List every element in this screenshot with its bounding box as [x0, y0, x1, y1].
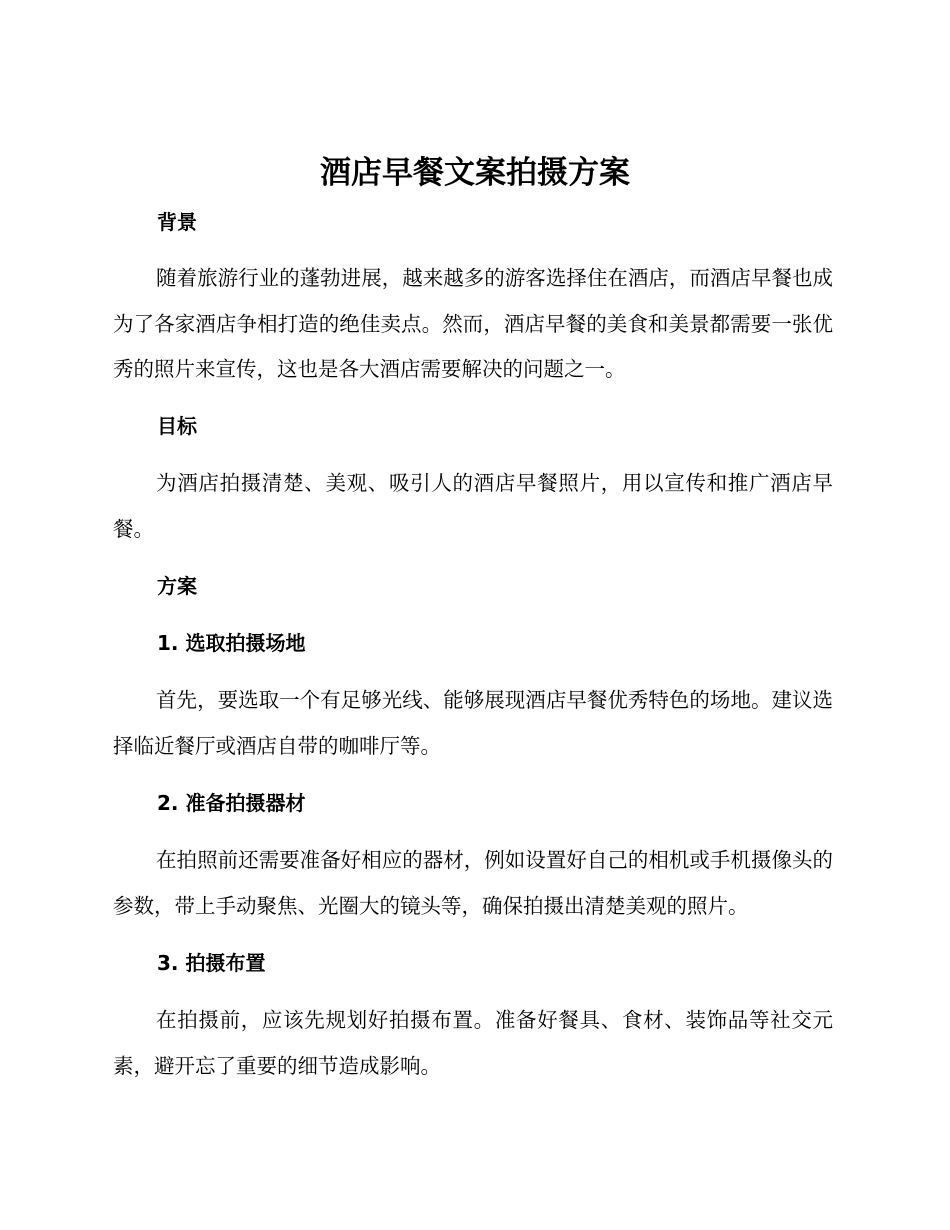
- section-paragraph-background: 随着旅游行业的蓬勃进展，越来越多的游客选择住在酒店，而酒店早餐也成为了各家酒店争相打造的绝佳卖点。然而，酒店早餐的美食和美景都需要一张优秀的照片来宣传，这也是各大酒店需要解决的问题之一。: [113, 266, 833, 381]
- section-heading-equipment: 2. 准备拍摄器材: [157, 791, 306, 815]
- section-paragraph-venue: 首先，要选取一个有足够光线、能够展现酒店早餐优秀特色的场地。建议选择临近餐厅或酒店自带的咖啡厅等。: [113, 688, 833, 758]
- section-heading-setup: 3. 拍摄布置: [157, 951, 266, 975]
- section-heading-venue: 1. 选取拍摄场地: [157, 631, 306, 655]
- section-paragraph-equipment: 在拍照前还需要准备好相应的器材，例如设置好自己的相机或手机摄像头的参数，带上手动聚焦、光圈大的镜头等，确保拍摄出清楚美观的照片。: [113, 848, 833, 918]
- section-heading-plan: 方案: [157, 574, 197, 598]
- section-paragraph-goal: 为酒店拍摄清楚、美观、吸引人的酒店早餐照片，用以宣传和推广酒店早餐。: [113, 471, 833, 541]
- section-heading-background: 背景: [157, 210, 197, 234]
- section-paragraph-setup: 在拍摄前，应该先规划好拍摄布置。准备好餐具、食材、装饰品等社交元素，避开忘了重要的细节造成影响。: [113, 1008, 833, 1078]
- section-heading-goal: 目标: [157, 414, 197, 438]
- document-title: 酒店早餐文案拍摄方案: [320, 155, 630, 191]
